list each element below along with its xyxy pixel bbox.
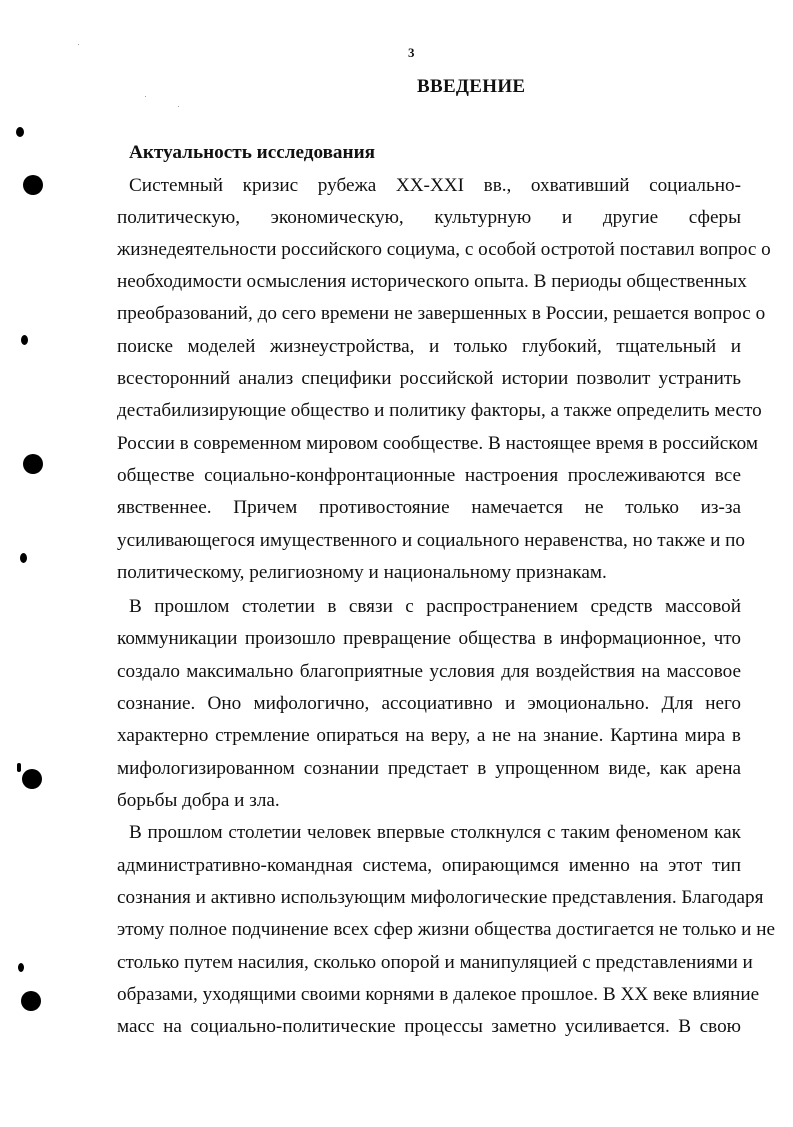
page-number: 3 <box>408 45 415 60</box>
text-line: усиливающегося имущественного и социального неравенства, но также и по <box>117 530 745 551</box>
text-line: административно-командная система, опирающимся именно на этот тип <box>117 855 741 876</box>
scan-speck <box>78 44 79 45</box>
text-line: В прошлом столетии человек впервые столкнулся с таким феноменом как <box>129 822 741 843</box>
binding-hole-mark <box>22 769 42 789</box>
text-line: мифологизированном сознании предстает в упрощенном виде, как арена <box>117 758 741 779</box>
binding-hole-mark <box>20 553 27 563</box>
page-title: ВВЕДЕНИЕ <box>417 76 526 97</box>
text-line: необходимости осмысления исторического опыта. В периоды общественных <box>117 271 747 292</box>
binding-hole-mark <box>21 991 41 1011</box>
scan-speck <box>178 106 179 107</box>
binding-hole-mark <box>16 127 24 137</box>
text-line: сознание. Оно мифологично, ассоциативно и эмоционально. Для него <box>117 693 741 714</box>
text-line: столько путем насилия, сколько опорой и манипуляцией с представлениями и <box>117 952 753 973</box>
text-line: борьбы добра и зла. <box>117 790 280 811</box>
text-line: Системный кризис рубежа XX-XXI вв., охвативший социально- <box>129 175 741 196</box>
text-line: России в современном мировом сообществе. В настоящее время в российском <box>117 433 758 454</box>
section-heading: Актуальность исследования <box>129 142 376 163</box>
text-line: явственнее. Причем противостояние намечается не только из-за <box>117 497 741 518</box>
text-line: жизнедеятельности российского социума, с особой остротой поставил вопрос о <box>117 239 771 260</box>
text-line: обществе социально-конфронтационные настроения прослеживаются все <box>117 465 741 486</box>
text-line: поиске моделей жизнеустройства, и только глубокий, тщательный и <box>117 336 741 357</box>
binding-hole-mark <box>21 335 28 345</box>
text-line: образами, уходящими своими корнями в далекое прошлое. В XX веке влияние <box>117 984 760 1005</box>
text-line: В прошлом столетии в связи с распространением средств массовой <box>129 596 741 617</box>
text-line: этому полное подчинение всех сфер жизни общества достигается не только и не <box>117 919 776 940</box>
text-line: коммуникации произошло превращение общества в информационное, что <box>117 628 741 649</box>
text-line: сознания и активно использующим мифологические представления. Благодаря <box>117 887 764 908</box>
text-line: дестабилизирующие общество и политику факторы, а также определить место <box>117 400 762 421</box>
binding-hole-mark <box>18 963 24 972</box>
text-line: создало максимально благоприятные условия для воздействия на массовое <box>117 661 741 682</box>
binding-hole-mark <box>23 175 43 195</box>
text-line: характерно стремление опираться на веру, а не на знание. Картина мира в <box>117 725 741 746</box>
binding-hole-mark <box>23 454 43 474</box>
scan-speck <box>145 96 146 97</box>
text-line: политическому, религиозному и национальному признакам. <box>117 562 607 583</box>
text-line: преобразований, до сего времени не завершенных в России, решается вопрос о <box>117 303 766 324</box>
text-line: политическую, экономическую, культурную и другие сферы <box>117 207 741 228</box>
binding-hole-mark <box>17 763 21 772</box>
text-line: всесторонний анализ специфики российской истории позволит устранить <box>117 368 741 389</box>
text-line: масс на социально-политические процессы заметно усиливается. В свою <box>117 1016 741 1037</box>
